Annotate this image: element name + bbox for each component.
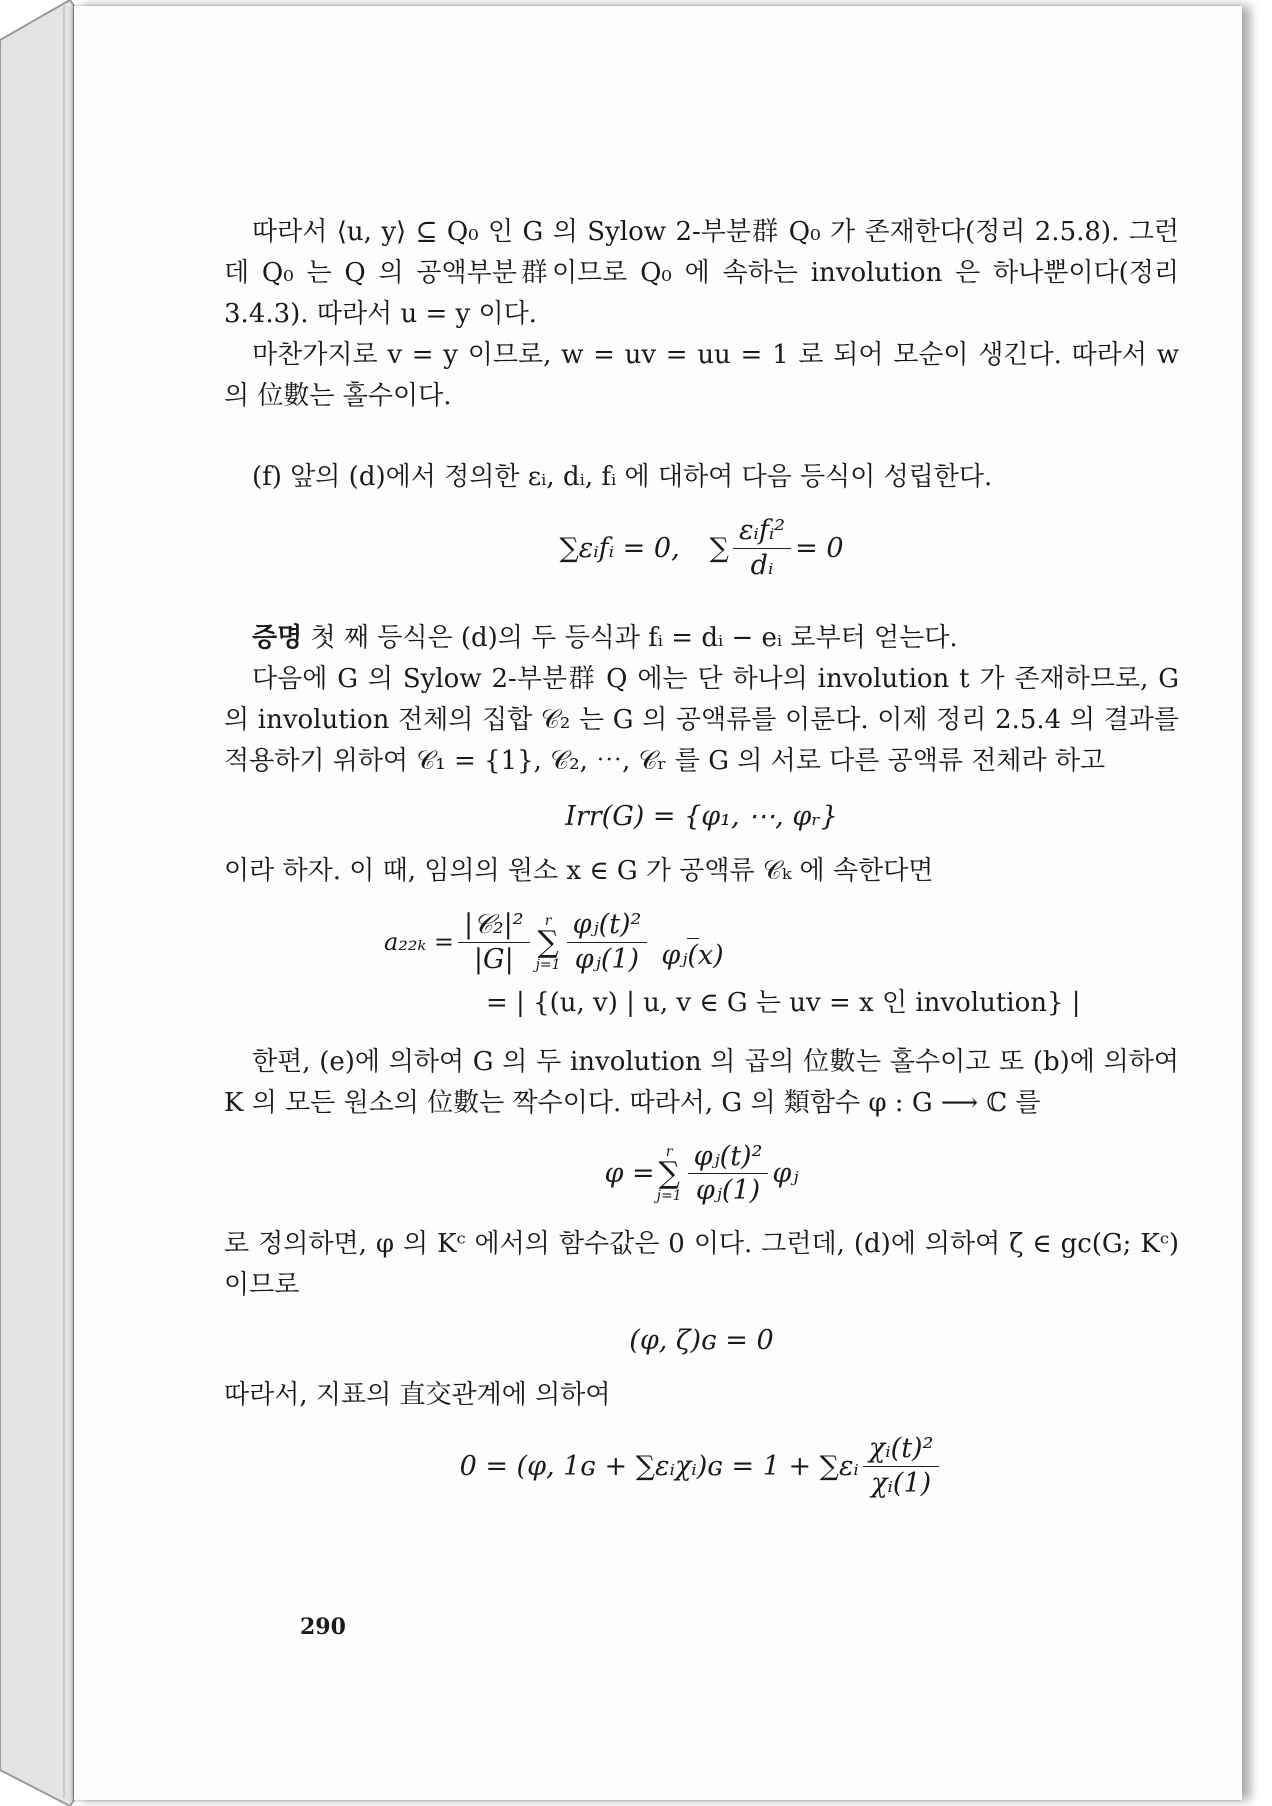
page-content — [224, 212, 1179, 1517]
eq4-sum: r ∑ j=1 — [656, 1143, 682, 1204]
eq3-num-2: φⱼ(t)² — [567, 910, 648, 943]
eq4-fraction — [688, 1142, 769, 1206]
eq4-lhs: φ = — [604, 1158, 655, 1190]
equation-1 — [224, 516, 1179, 580]
paragraph-7: 한편, (e)에 의하여 G 의 두 involution 의 곱의 位數는 홀수이고 또 (b)에 의하여 K 의 모든 원소의 位數는 짝수이다. 따라서, G 의 類함수 φ : G ⟶ ℂ 를 — [224, 1046, 1179, 1118]
eq1-numerator: εᵢfᵢ² — [733, 516, 791, 549]
eq3-fraction-3 — [655, 914, 729, 971]
paragraph-1: 따라서 ⟨u, y⟩ ⊆ Q₀ 인 G 의 Sylow 2-부분群 Q₀ 가 존재한다(정리 2.5.8). 그런데 Q₀ 는 Q 의 공액부분群이므로 Q₀ 에 속하는 involution 은 하나뿐이다(정리 3.4.3). 따라서 u = y 이다. — [224, 217, 1179, 329]
equation-4 — [224, 1142, 1179, 1206]
eq4-denominator: φⱼ(1) — [695, 1175, 761, 1207]
eq1-denominator: dᵢ — [750, 549, 774, 581]
paragraph-4-text: 첫 째 등식은 (d)의 두 등식과 fᵢ = dᵢ − eᵢ 로부터 얻는다. — [302, 623, 958, 654]
eq3-den-2: φⱼ(1) — [574, 944, 640, 976]
eq4-sum-top: r — [665, 1143, 673, 1160]
paragraph-3: (f) 앞의 (d)에서 정의한 εᵢ, dᵢ, fᵢ 에 대하여 다음 등식이 성립한다. — [252, 462, 993, 492]
eq6-numerator: χᵢ(t)² — [863, 1434, 940, 1467]
equation-3-line-2: = | {(u, v) | u, v ∈ G 는 uv = x 인 involution} | — [486, 987, 1081, 1018]
eq1-right: = 0 — [795, 532, 844, 564]
eq1-sigma: ∑ — [709, 532, 729, 564]
book-page — [74, 6, 1242, 1800]
eq3-fraction-2 — [567, 910, 648, 974]
eq3-sum: r ∑ j=1 — [535, 912, 561, 973]
paragraph-4 — [224, 618, 1179, 659]
book-spine — [0, 0, 80, 1806]
eq4-sum-bottom: j=1 — [656, 1187, 682, 1204]
eq1-left: ∑εᵢfᵢ = 0, — [559, 532, 680, 564]
eq6-fraction — [863, 1434, 940, 1498]
eq3-num-1: |𝒞₂|² — [458, 910, 530, 943]
equation-6 — [224, 1434, 1179, 1498]
equation-2: Irr(G) = {φ₁, ⋯, φᵣ} — [565, 801, 838, 833]
eq1-fraction — [733, 516, 791, 580]
eq3-sum-bottom: j=1 — [535, 956, 561, 973]
page-number: 290 — [300, 1614, 346, 1640]
eq3-tail: φⱼ(x) — [661, 940, 724, 972]
eq3-sum-top: r — [544, 912, 552, 929]
paragraph-8: 로 정의하면, φ 의 Kᶜ 에서의 함수값은 0 이다. 그런데, (d)에 의하여 ζ ∈ gc(G; Kᶜ) 이므로 — [224, 1229, 1179, 1301]
paragraph-9: 따라서, 지표의 直交관계에 의하여 — [224, 1380, 611, 1411]
eq3-den-1: |G| — [473, 944, 514, 976]
paragraph-2: 마찬가지로 v = y 이므로, w = uv = uu = 1 로 되어 모순이 생긴다. 따라서 w 의 位數는 홀수이다. — [224, 340, 1179, 411]
eq3-fraction-1 — [458, 910, 530, 974]
paragraph-6: 이라 하자. 이 때, 임의의 원소 x ∈ G 가 공액류 𝒞ₖ 에 속한다면 — [224, 856, 934, 887]
paragraph-5: 다음에 G 의 Sylow 2-부분群 Q 에는 단 하나의 involution t 가 존재하므로, G 의 involution 전체의 집합 𝒞₂ 는 G 의 공액류를 이룬다. 이제 정리 2.5.4 의 결과를 적용하기 위하여 𝒞₁ = {1}, 𝒞₂, ⋯, 𝒞ᵣ 를 G 의 서로 다른 공액류 전체라 하고 — [224, 664, 1179, 777]
eq4-tail: φⱼ — [772, 1158, 799, 1190]
eq6-left: 0 = (φ, 1ɢ + ∑εᵢχᵢ)ɢ = 1 + ∑εᵢ — [459, 1450, 859, 1482]
equation-3 — [384, 910, 1179, 974]
equation-5: (φ, ζ)ɢ = 0 — [629, 1325, 774, 1357]
proof-label: 증명 — [252, 623, 303, 654]
eq3-lhs: a₂₂ₖ = — [384, 928, 455, 957]
eq4-numerator: φⱼ(t)² — [688, 1142, 769, 1175]
eq6-denominator: χᵢ(1) — [871, 1467, 932, 1499]
